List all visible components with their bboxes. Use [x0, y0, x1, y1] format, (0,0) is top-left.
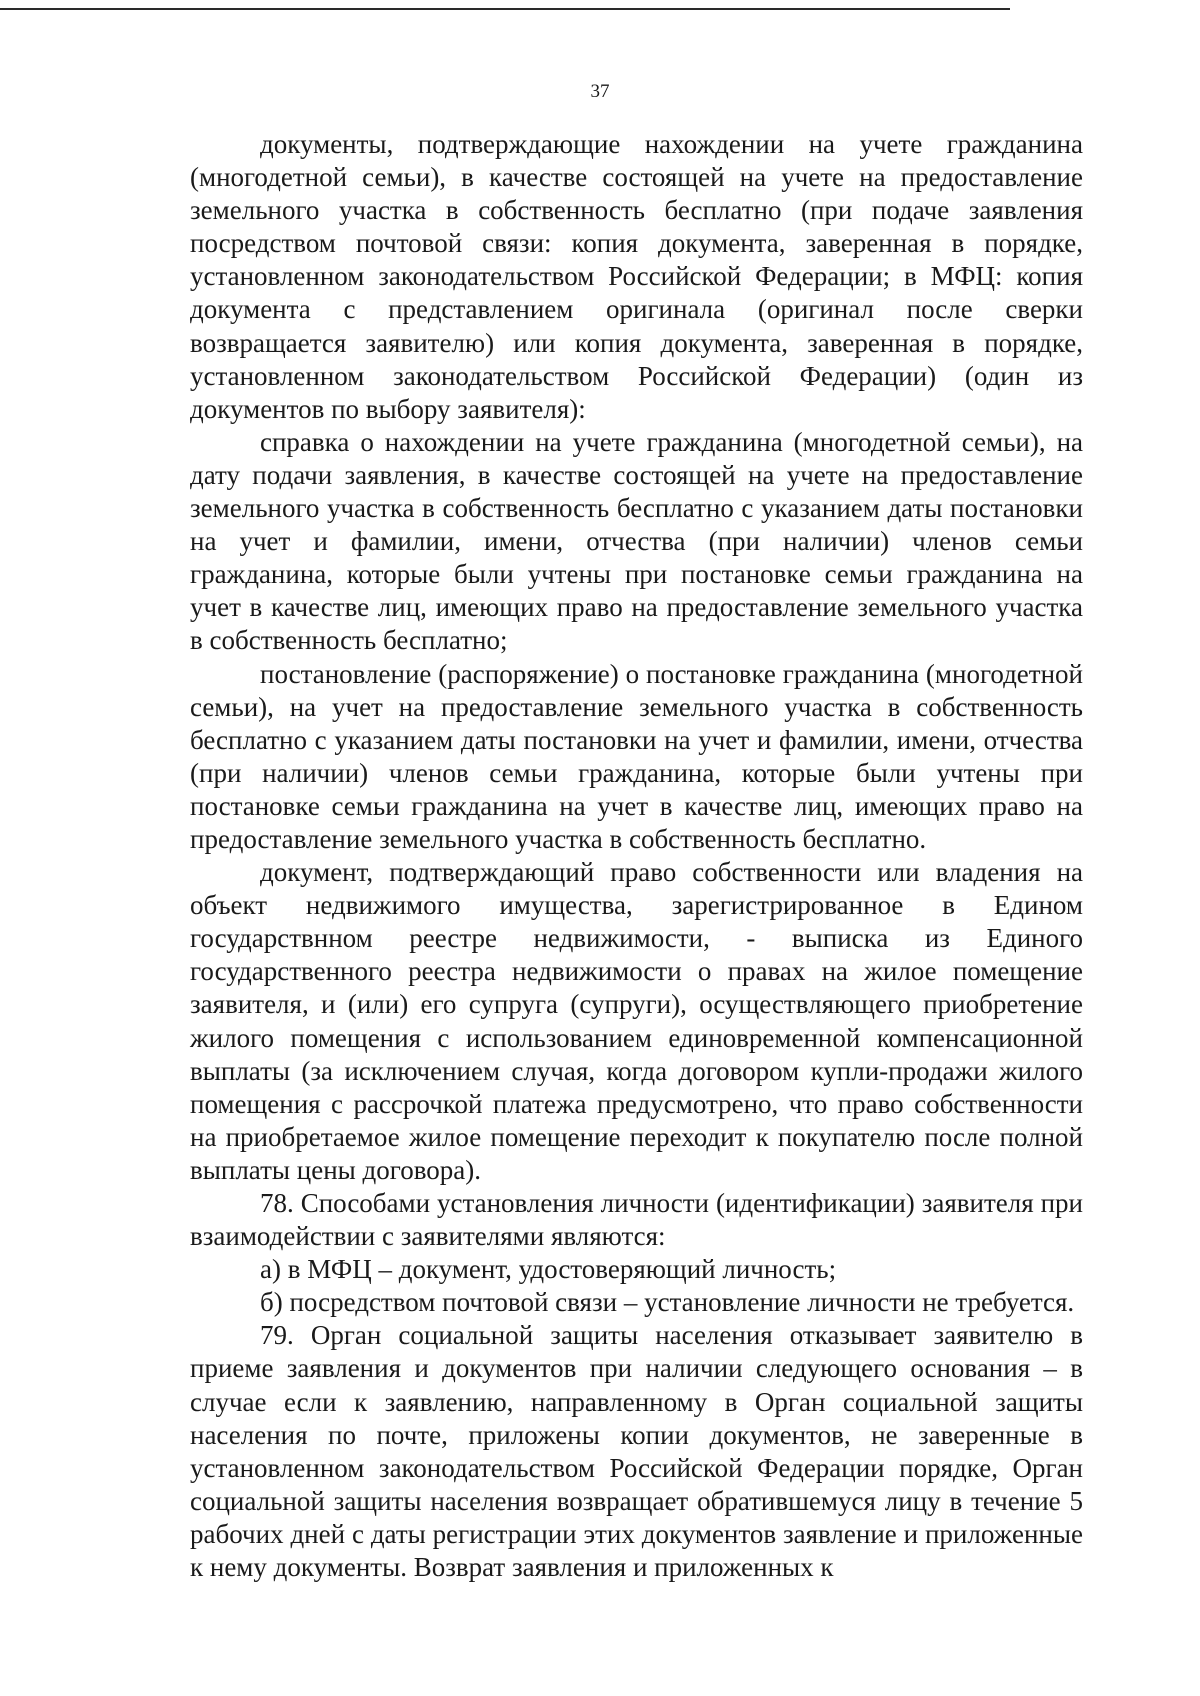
paragraph-item-79: 79. Орган социальной защиты населения отказывает заявителю в приеме заявления и документов при наличии следующего основания – в случае если к заявлению, направленному в Орган социальной защиты населения по почте, приложены копии документов, не заверенные в установленном законодательством Российской Федерации порядке, Орган социальной защиты населения возвращает обратившемуся лицу в течение 5 рабочих дней с даты регистрации этих документов заявление и приложенные к нему документы. Возврат заявления и приложенных к: [190, 1320, 1083, 1583]
paragraph-item-78a: а) в МФЦ – документ, удостоверяющий личность;: [260, 1254, 837, 1285]
top-border-line: [0, 8, 1010, 10]
paragraph-resolution: постановление (распоряжение) о постановке гражданина (многодетной семьи), на учет на предоставление земельного участка в собственность бесплатно с указанием даты постановки на учет и фамилии, имени, отчества (при наличии) членов семьи гражданина, которые были учтены при постановке семьи гражданина на учет в качестве лиц, имеющих право на предоставление земельного участка в собственность бесплатно.: [190, 658, 1083, 854]
paragraph-ownership-document: документ, подтверждающий право собственности или владения на объект недвижимого имущества, зарегистрированное в Едином государствнном реестре недвижимости, - выписка из Единого государственного реестра недвижимости о правах на жилое помещение заявителя, и (или) его супруга (супруги), осуществляющего приобретение жилого помещения с использованием единовременной компенсационной выплаты (за исключением случая, когда договором купли-продажи жилого помещения с рассрочкой платежа предусмотрено, что право собственности на приобретаемое жилое помещение переходит к покупателю после полной выплаты цены договора).: [190, 857, 1083, 1185]
document-body: [190, 128, 1083, 1584]
page-number: 37: [590, 81, 610, 102]
paragraph-item-78: 78. Способами установления личности (идентификации) заявителя при взаимодействии с заявителями являются:: [190, 1188, 1083, 1252]
paragraph-item-78b: б) посредством почтовой связи – установление личности не требуется.: [260, 1287, 1075, 1318]
paragraph-certificate: справка о нахождении на учете гражданина (многодетной семьи), на дату подачи заявления, в качестве состоящей на учете на предоставление земельного участка в собственность бесплатно с указанием даты постановки на учет и фамилии, имени, отчества (при наличии) членов семьи гражданина, которые были учтены при постановке семьи гражданина на учет в качестве лиц, имеющих право на предоставление земельного участка в собственность бесплатно;: [190, 426, 1083, 656]
paragraph-documents-registration: документы, подтверждающие нахождении на учете гражданина (многодетной семьи), в качестве состоящей на учете на предоставление земельного участка в собственность бесплатно (при подаче заявления посредством почтовой связи: копия документа, заверенная в порядке, установленном законодательством Российской Федерации; в МФЦ: копия документа с представлением оригинала (оригинал после сверки возвращается заявителю) или копия документа, заверенная в порядке, установленном законодательством Российской Федерации) (один из документов по выбору заявителя):: [190, 129, 1083, 424]
